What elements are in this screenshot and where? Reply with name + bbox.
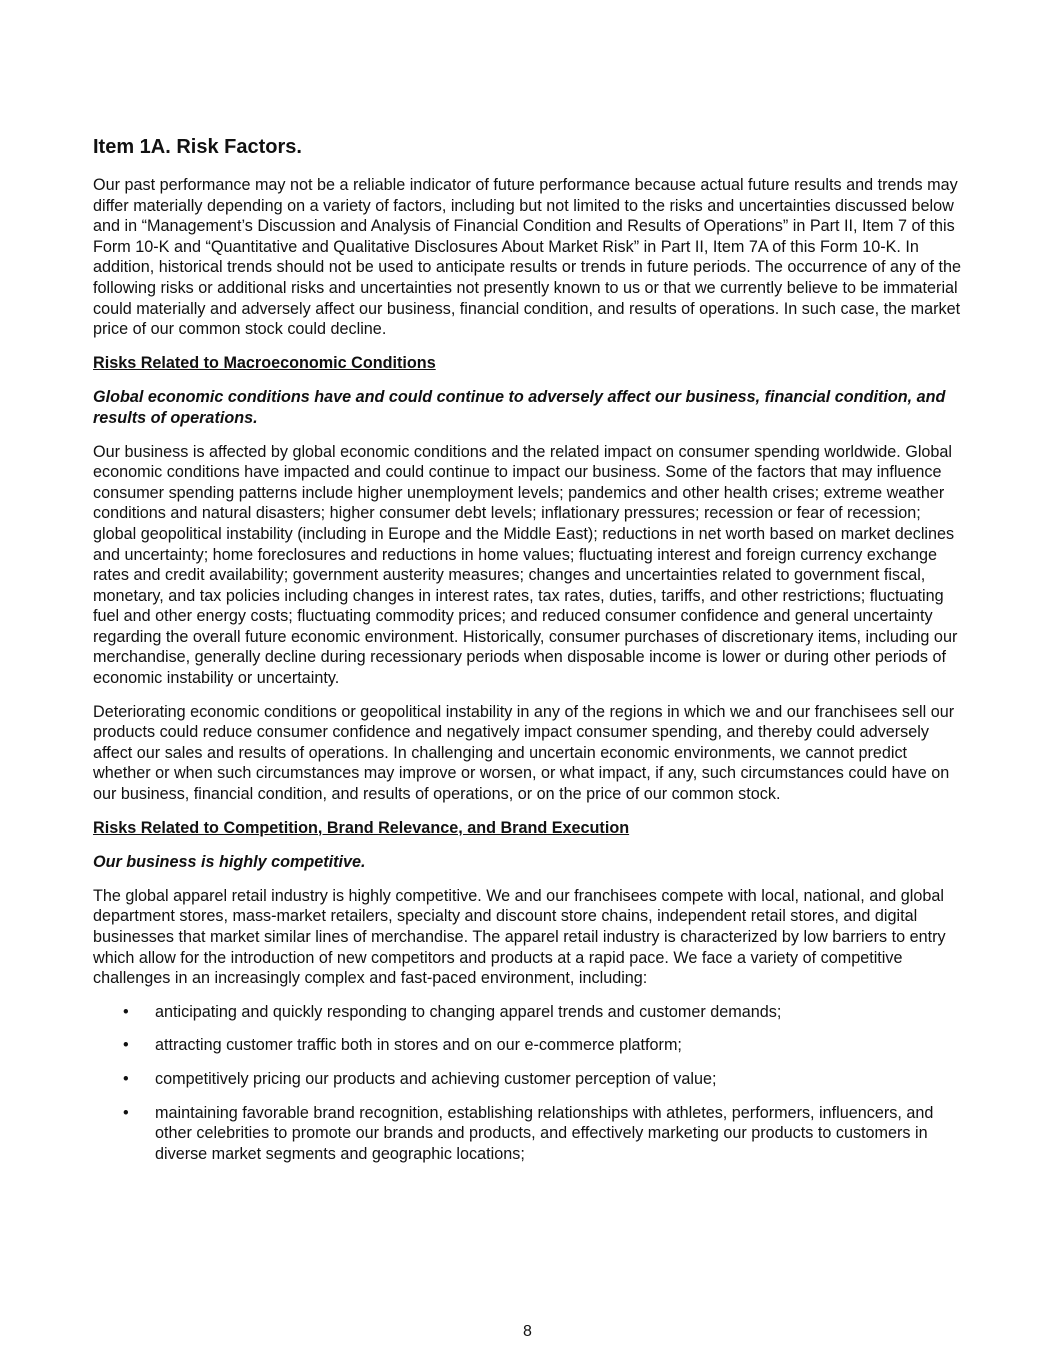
risk-heading-global-economic: Global economic conditions have and could continue to adversely affect our business, financial condition, and results of operations. — [93, 388, 946, 427]
paragraph-competition: The global apparel retail industry is highly competitive. We and our franchisees compete with local, national, and global department stores, mass-market retailers, specialty and discount store chains, independent retail stores, and digital businesses that market similar lines of merchandise. The apparel retail industry is characterized by low barriers to entry which allow for the introduction of new competitors and products at a rapid pace. We face a variety of competitive challenges in an increasingly complex and fast-paced environment, including: — [93, 886, 946, 988]
list-item — [93, 1035, 965, 1056]
risk-heading-competitive: Our business is highly competitive. — [93, 853, 366, 872]
list-item — [93, 1103, 965, 1165]
paragraph-economic-conditions: Our business is affected by global economic conditions and the related impact on consumer spending worldwide. Global economic conditions have impacted and could continue to impact our business. Some of the factors that may influence consumer spending patterns include higher unemployment levels; pandemics and other health crises; extreme weather conditions and natural disasters; higher consumer debt levels; inflationary pressures; recession or fear of recession; global geopolitical instability (including in Europe and the Middle East); reductions in net worth based on market declines and uncertainty; home foreclosures and reductions in home values; fluctuating interest and foreign currency exchange rates and credit availability; government austerity measures; changes and uncertainties related to government fiscal, monetary, and tax policies including changes in interest rates, tax rates, duties, tariffs, and other restrictions; fluctuating fuel and other energy costs; fluctuating commodity prices; and reduced consumer confidence and general uncertainty regarding the overall future economic environment. Historically, consumer purchases of discretionary items, including our merchandise, generally decline during recessionary periods when disposable income is lower or during other periods of economic instability or uncertainty. — [93, 442, 958, 688]
list-item-text: attracting customer traffic both in stores and on our e-commerce platform; — [155, 1036, 682, 1055]
list-item-text: competitively pricing our products and achieving customer perception of value; — [155, 1069, 717, 1088]
intro-paragraph: Our past performance may not be a reliable indicator of future performance because actual future results and trends may differ materially depending on a variety of factors, including but not limited to the risks and uncertainties discussed below and in “Management’s Discussion and Analysis of Financial Condition and Results of Operations” in Part II, Item 7 of this Form 10-K and “Quantitative and Qualitative Disclosures About Market Risk” in Part II, Item 7A of this Form 10-K. In addition, historical trends should not be used to anticipate results or trends in future periods. The occurrence of any of the following risks or additional risks and uncertainties not presently known to us or that we currently believe to be immaterial could materially and adversely affect our business, financial condition, and results of operations. In such case, the market price of our common stock could decline. — [93, 176, 962, 339]
list-item-text: anticipating and quickly responding to changing apparel trends and customer demands; — [155, 1002, 782, 1021]
document-page — [93, 134, 965, 1177]
list-item — [93, 1002, 965, 1023]
competitive-challenges-list — [93, 1002, 965, 1165]
section-heading-macroeconomic: Risks Related to Macroeconomic Conditions — [93, 353, 436, 372]
section-heading-competition: Risks Related to Competition, Brand Relevance, and Brand Execution — [93, 818, 630, 837]
paragraph-deteriorating-conditions: Deteriorating economic conditions or geopolitical instability in any of the regions in which we and our franchisees sell our products could reduce consumer confidence and negatively impact consumer spending, and thereby could adversely affect our sales and results of operations. In challenging and uncertain economic environments, we cannot predict whether or when such circumstances may improve or worsen, or what impact, if any, such circumstances could have on our business, financial condition, and results of operations, or on the price of our common stock. — [93, 702, 955, 804]
bullet-marker: • — [123, 1069, 129, 1088]
page-number: 8 — [523, 1323, 532, 1340]
bullet-marker: • — [123, 1036, 129, 1055]
bullet-marker: • — [123, 1103, 129, 1122]
bullet-marker: • — [123, 1002, 129, 1021]
page-title: Item 1A. Risk Factors. — [93, 136, 302, 158]
list-item — [93, 1069, 965, 1090]
list-item-text: maintaining favorable brand recognition, establishing relationships with athletes, performers, influencers, and other celebrities to promote our brands and products, and effectively marketing our products to customers in diverse market segments and geographic locations; — [155, 1103, 934, 1163]
